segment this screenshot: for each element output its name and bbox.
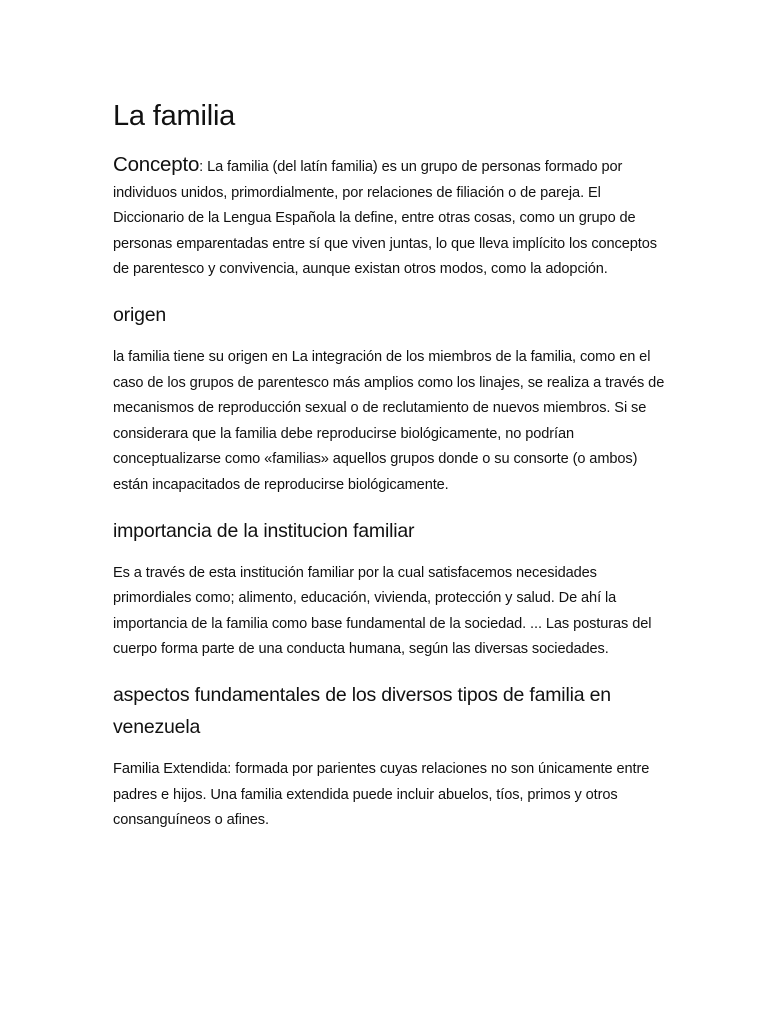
document-title: La familia (113, 100, 236, 132)
section-heading-aspectos: aspectos fundamentales de los diversos tipos de familia en venezuela (113, 683, 611, 738)
section-text-aspectos: Familia Extendida: formada por parientes cuyas relaciones no son únicamente entre padres e hijos. Una familia extendida puede incluir abuelos, tíos, primos y otros consanguíneos o afines. (113, 760, 650, 829)
section-heading-importancia: importancia de la institucion familiar (113, 519, 415, 542)
concepto-paragraph (113, 152, 673, 283)
concepto-lead: Concepto (113, 153, 200, 176)
section-text-importancia: Es a través de esta institución familiar por la cual satisfacemos necesidades primordiales como; alimento, educación, vivienda, protección y salud. De ahí la importancia de la familia como base fundamental de la sociedad. ... Las posturas del cuerpo forma parte de una conducta humana, según las diversas sociedades. (113, 564, 652, 658)
section-heading-origen: origen (113, 303, 167, 326)
document-page (113, 96, 673, 834)
section-text-origen: la familia tiene su origen en La integración de los miembros de la familia, como en el caso de los grupos de parentesco más amplios como los linajes, se realiza a través de mecanismos de reproducción sexual o de reclutamiento de nuevos miembros. Si se considerara que la familia debe reproducirse biológicamente, no podrían conceptualizarse como «familias» aquellos grupos donde o su consorte (o ambos) están incapacitados de reproducirse biológicamente. (113, 348, 665, 493)
concepto-text: : La familia (del latín familia) es un grupo de personas formado por individuos unidos, primordialmente, por relaciones de filiación o de pareja. El Diccionario de la Lengua Española la define, entre otras cosas, como un grupo de personas emparentadas entre sí que viven juntas, lo que lleva implícito los conceptos de parentesco y convivencia, aunque existan otros modos, como la adopción. (113, 159, 657, 278)
